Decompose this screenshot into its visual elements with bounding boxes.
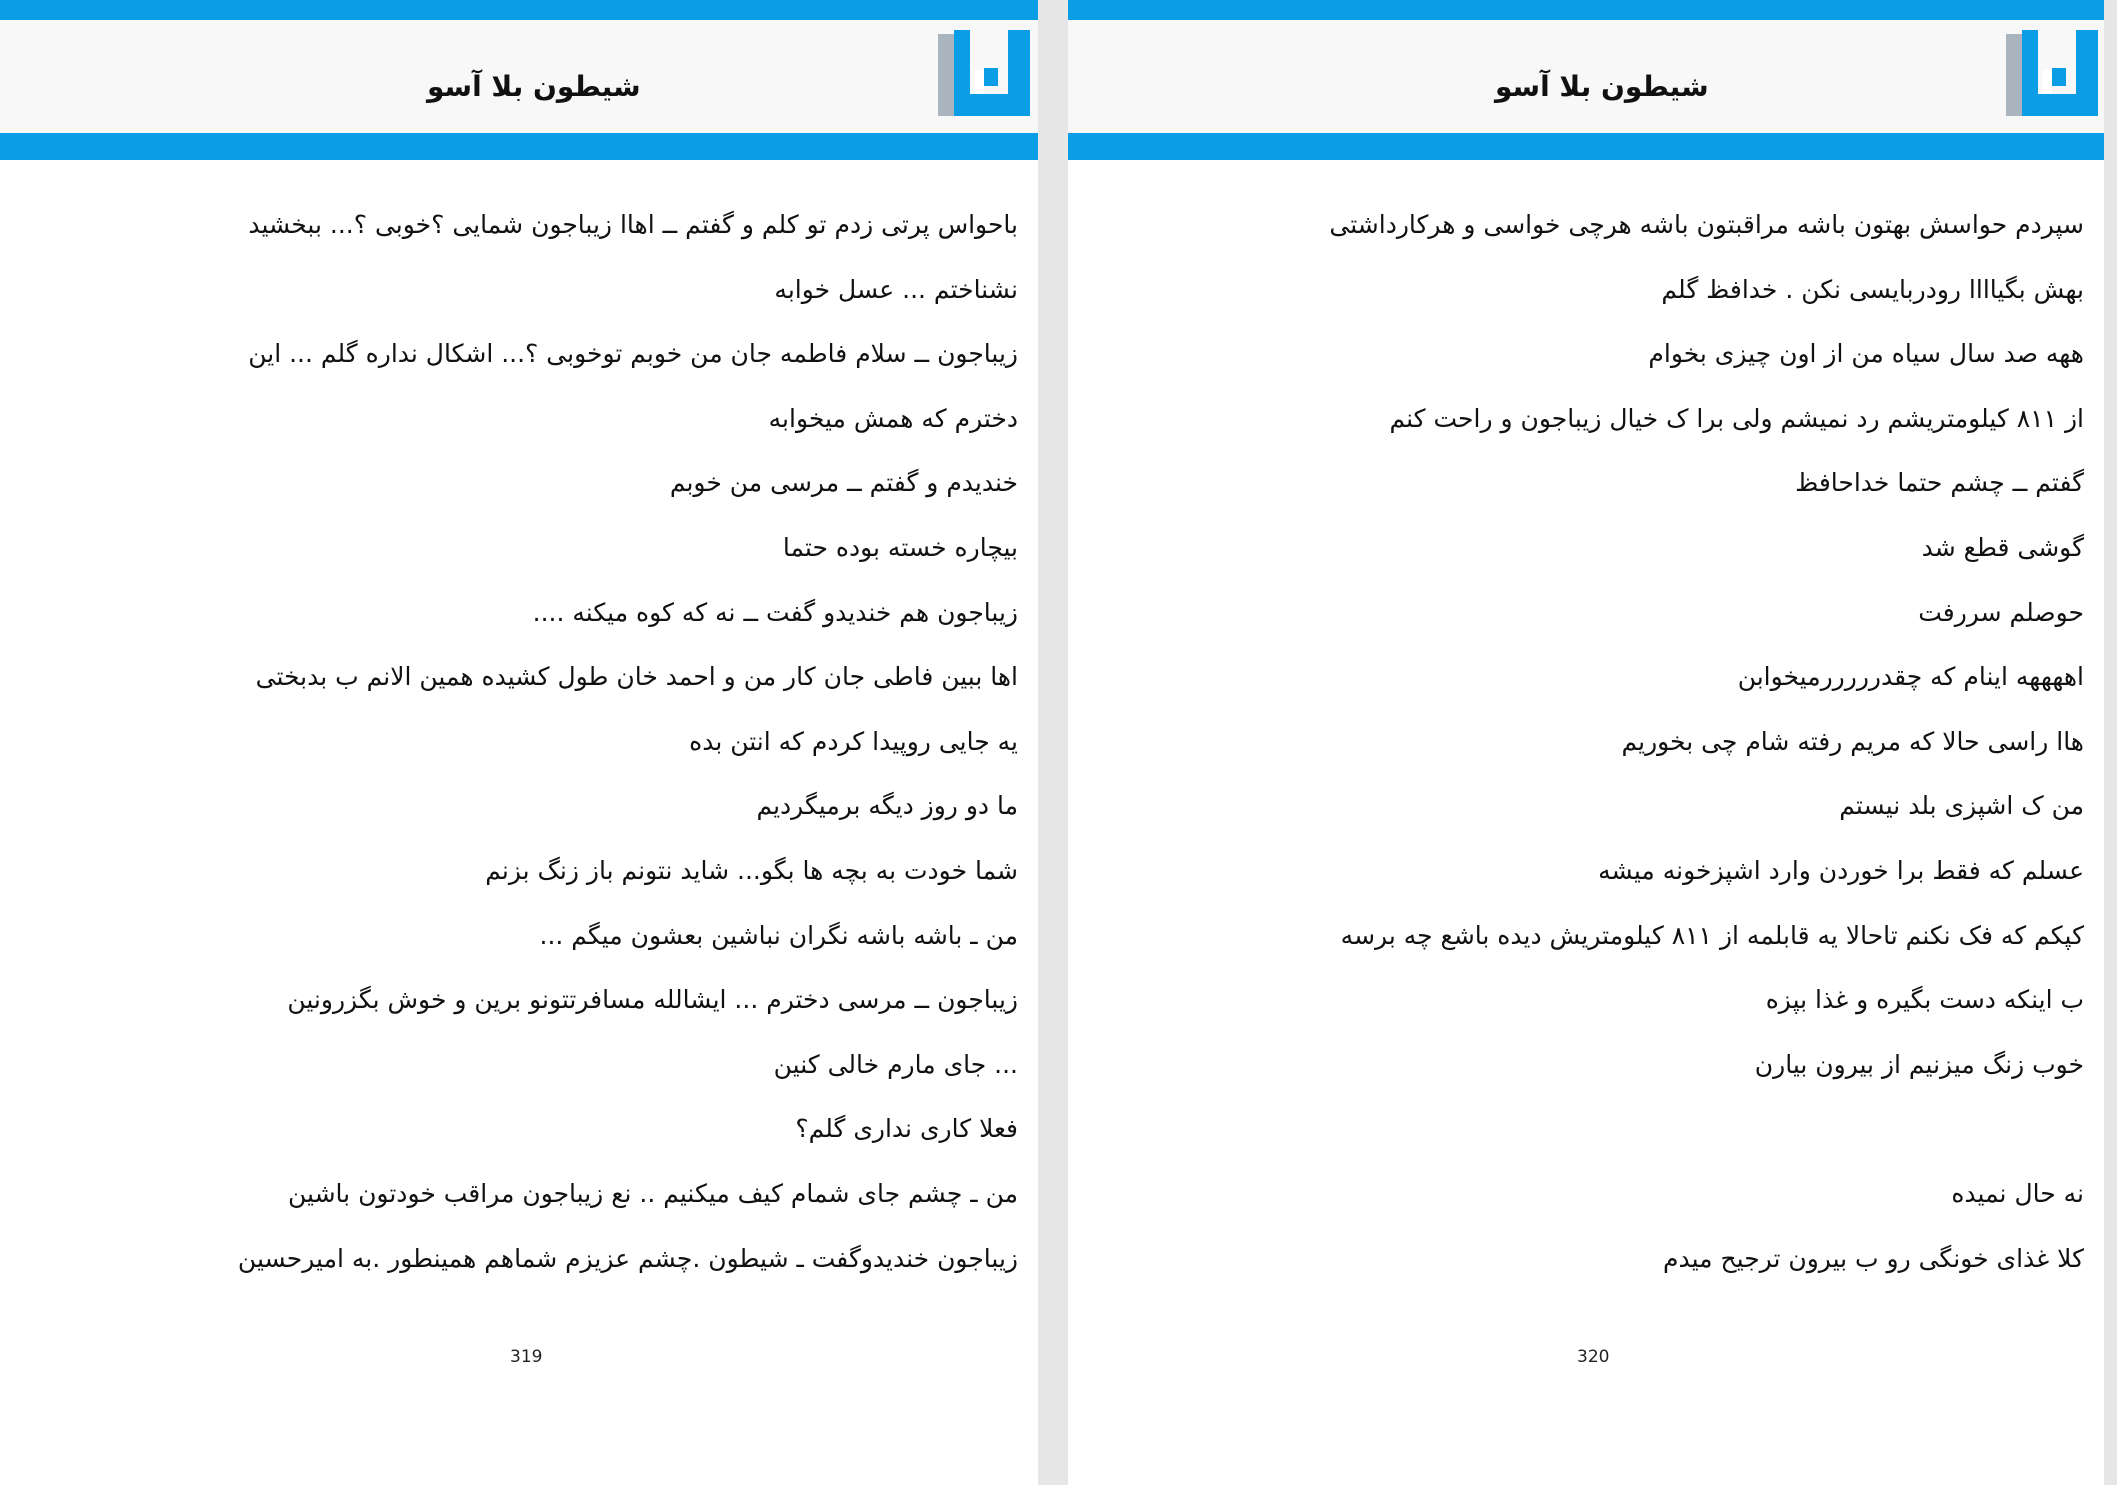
text-line: نشناختم ... عسل خوابه bbox=[774, 274, 1018, 304]
text-line: ... جای مارم خالی کنین bbox=[773, 1049, 1018, 1079]
text-line: خوب زنگ میزنیم از بیرون بیارن bbox=[1754, 1049, 2084, 1079]
text-line: اها ببین فاطی جان کار من و احمد خان طول کشیده همین الانم ب بدبختی bbox=[255, 662, 1018, 692]
header-bottom-stripe bbox=[0, 133, 1038, 160]
text-line: کپکم که فک نکنم تاحالا یه قابلمه از ۸۱۱ کیلومتریش دیده باشع چه برسه bbox=[1340, 920, 2084, 950]
page-text bbox=[238, 210, 1018, 1308]
text-line: من ـ باشه باشه نگران نباشین بعشون میگم ... bbox=[539, 920, 1018, 950]
text-line: ب اینکه دست بگیره و غذا بپزه bbox=[1765, 985, 2084, 1015]
text-line: دخترم که همش میخوابه bbox=[768, 403, 1018, 433]
text-line: بهش بگیاااا رودربایسی نکن . خدافظ گلم bbox=[1661, 274, 2084, 304]
text-line: زیباجون ــ سلام فاطمه جان من خوبم توخوبی ؟... اشکال نداره گلم ... این bbox=[248, 339, 1018, 369]
text-line: عسلم که فقط برا خوردن وارد اشپزخونه میشه bbox=[1598, 855, 2084, 885]
text-line: زیباجون هم خندیدو گفت ــ نه که کوه میکنه .... bbox=[532, 597, 1018, 627]
text-line: بیچاره خسته بوده حتما bbox=[782, 532, 1018, 562]
page-header bbox=[0, 20, 1038, 133]
header-top-stripe bbox=[0, 0, 1038, 20]
page-number: 320 bbox=[1577, 1347, 1610, 1367]
page-header bbox=[1068, 20, 2104, 133]
text-line: خندیدم و گفتم ــ مرسی من خوبم bbox=[669, 468, 1018, 498]
text-line: باحواس پرتی زدم تو کلم و گفتم ــ اهاا زیباجون شمایی ؟خوبی ؟... ببخشید bbox=[248, 210, 1018, 239]
header-bottom-stripe bbox=[1068, 133, 2104, 160]
text-line: من ـ چشم جای شمام کیف میکنیم .. نع زیباجون مراقب خودتون باشین bbox=[288, 1178, 1018, 1208]
text-line: زیباجون ــ مرسی دخترم ... ایشالله مسافرتتونو برین و خوش بگزرونین bbox=[287, 985, 1018, 1015]
book-title: شیطون بلا آسو bbox=[1495, 70, 1709, 103]
text-line: ما دو روز دیگه برمیگردیم bbox=[756, 791, 1018, 821]
page-right bbox=[1068, 0, 2104, 1485]
text-line: سپردم حواسش بهتون باشه مراقبتون باشه هرچی خواسی و هرکارداشتی bbox=[1329, 210, 2084, 239]
text-line: زیباجون خندیدوگفت ـ شیطون .چشم عزیزم شماهم همینطور .به امیرحسین bbox=[237, 1243, 1018, 1273]
text-line: هاا راسی حالا که مریم رفته شام چی بخوریم bbox=[1621, 726, 2084, 756]
text-line: از ۸۱۱ کیلومتریشم رد نمیشم ولی برا ک خیال زیباجون و راحت کنم bbox=[1389, 403, 2084, 433]
text-line: شما خودت به بچه ها بگو... شاید نتونم باز زنگ بزنم bbox=[485, 855, 1018, 885]
text-line: فعلا کاری نداری گلم؟ bbox=[795, 1114, 1018, 1144]
page-text bbox=[1329, 210, 2084, 1308]
text-line: نه حال نمیده bbox=[1951, 1178, 2084, 1208]
text-line: ههه صد سال سیاه من از اون چیزی بخوام bbox=[1648, 339, 2084, 369]
page-left bbox=[0, 0, 1038, 1485]
header-top-stripe bbox=[1068, 0, 2104, 20]
text-line: یه جایی روپیدا کردم که انتن بده bbox=[689, 726, 1018, 756]
text-line: حوصلم سررفت bbox=[1918, 597, 2084, 627]
text-line: گوشی قطع شد bbox=[1921, 532, 2084, 562]
publisher-logo-icon bbox=[938, 30, 1032, 120]
text-line: گفتم ــ چشم حتما خداحافظ bbox=[1795, 468, 2084, 498]
text-line: من ک اشپزی بلد نیستم bbox=[1839, 791, 2084, 821]
book-title: شیطون بلا آسو bbox=[427, 70, 641, 103]
blank-line bbox=[1329, 1114, 2084, 1179]
publisher-logo-icon bbox=[2006, 30, 2100, 120]
text-line: کلا غذای خونگی رو ب بیرون ترجیح میدم bbox=[1663, 1243, 2084, 1273]
text-line: اههههه اینام که چقدرررررمیخوابن bbox=[1737, 662, 2084, 692]
page-number: 319 bbox=[510, 1347, 543, 1367]
